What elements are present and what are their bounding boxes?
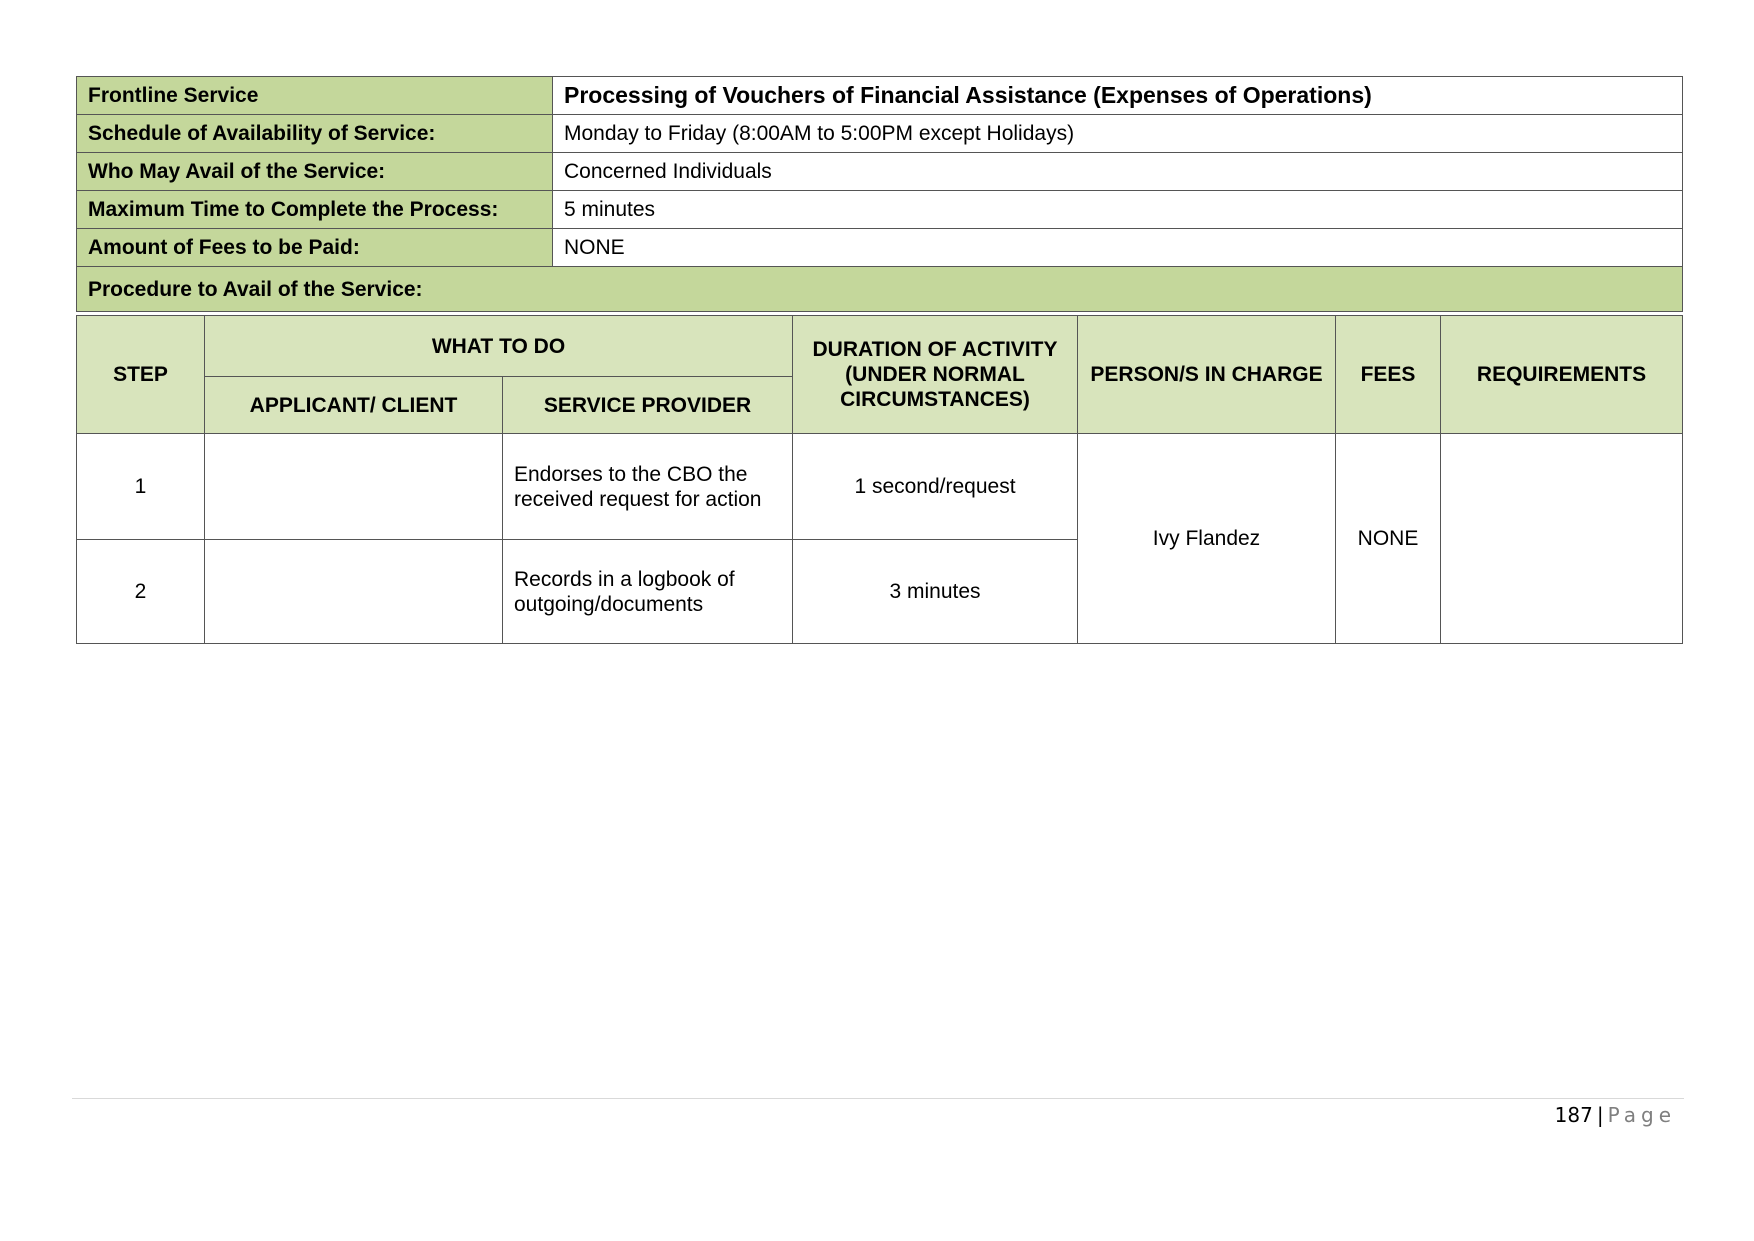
activity-duration: 1 second/request bbox=[793, 434, 1078, 540]
schedule-label: Schedule of Availability of Service: bbox=[77, 115, 553, 153]
requirements-cell bbox=[1441, 434, 1683, 644]
frontline-service-label: Frontline Service bbox=[77, 77, 553, 115]
procedure-steps-table bbox=[76, 315, 1683, 644]
page-separator: | bbox=[1596, 1103, 1604, 1127]
fees-amount: NONE bbox=[1336, 434, 1441, 644]
page-word: Page bbox=[1607, 1103, 1676, 1127]
step-number: 2 bbox=[77, 540, 205, 644]
max-time-value: 5 minutes bbox=[553, 191, 1683, 229]
who-may-avail-row bbox=[77, 153, 1683, 191]
max-time-label: Maximum Time to Complete the Process: bbox=[77, 191, 553, 229]
duration-header bbox=[793, 316, 1078, 434]
step-number: 1 bbox=[77, 434, 205, 540]
schedule-value: Monday to Friday (8:00AM to 5:00PM except Holidays) bbox=[553, 115, 1683, 153]
max-time-row bbox=[77, 191, 1683, 229]
service-provider-header: SERVICE PROVIDER bbox=[503, 377, 793, 434]
requirements-header: REQUIREMENTS bbox=[1441, 316, 1683, 434]
applicant-action bbox=[205, 434, 503, 540]
page-footer bbox=[1555, 1102, 1676, 1128]
procedure-row bbox=[77, 267, 1683, 312]
frontline-service-value: Processing of Vouchers of Financial Assistance (Expenses of Operations) bbox=[553, 77, 1683, 115]
provider-action-line2: outgoing/documents bbox=[514, 592, 704, 616]
activity-duration: 3 minutes bbox=[793, 540, 1078, 644]
person-in-charge: Ivy Flandez bbox=[1078, 434, 1336, 644]
applicant-action bbox=[205, 540, 503, 644]
duration-header-line2: (UNDER NORMAL bbox=[845, 363, 1025, 386]
provider-action-line1: Endorses to the CBO the bbox=[514, 462, 748, 486]
duration-header-line3: CIRCUMSTANCES) bbox=[840, 388, 1030, 411]
page-number: 187 bbox=[1554, 1103, 1593, 1127]
provider-action bbox=[503, 434, 793, 540]
procedure-label: Procedure to Avail of the Service: bbox=[77, 267, 1683, 312]
applicant-client-header: APPLICANT/ CLIENT bbox=[205, 377, 503, 434]
fees-header: FEES bbox=[1336, 316, 1441, 434]
who-may-avail-value: Concerned Individuals bbox=[553, 153, 1683, 191]
schedule-row bbox=[77, 115, 1683, 153]
footer-divider bbox=[72, 1098, 1684, 1099]
duration-header-line1: DURATION OF ACTIVITY bbox=[812, 338, 1058, 361]
provider-action-line1: Records in a logbook of bbox=[514, 567, 735, 591]
header-row-1 bbox=[77, 316, 1683, 377]
provider-action-line2: received request for action bbox=[514, 487, 762, 511]
fees-label: Amount of Fees to be Paid: bbox=[77, 229, 553, 267]
table-row bbox=[77, 434, 1683, 540]
frontline-service-row bbox=[77, 77, 1683, 115]
fees-value: NONE bbox=[553, 229, 1683, 267]
step-header: STEP bbox=[77, 316, 205, 434]
person-in-charge-header: PERSON/S IN CHARGE bbox=[1078, 316, 1336, 434]
fees-row bbox=[77, 229, 1683, 267]
service-info-table bbox=[76, 76, 1683, 312]
provider-action bbox=[503, 540, 793, 644]
who-may-avail-label: Who May Avail of the Service: bbox=[77, 153, 553, 191]
what-to-do-header: WHAT TO DO bbox=[205, 316, 793, 377]
